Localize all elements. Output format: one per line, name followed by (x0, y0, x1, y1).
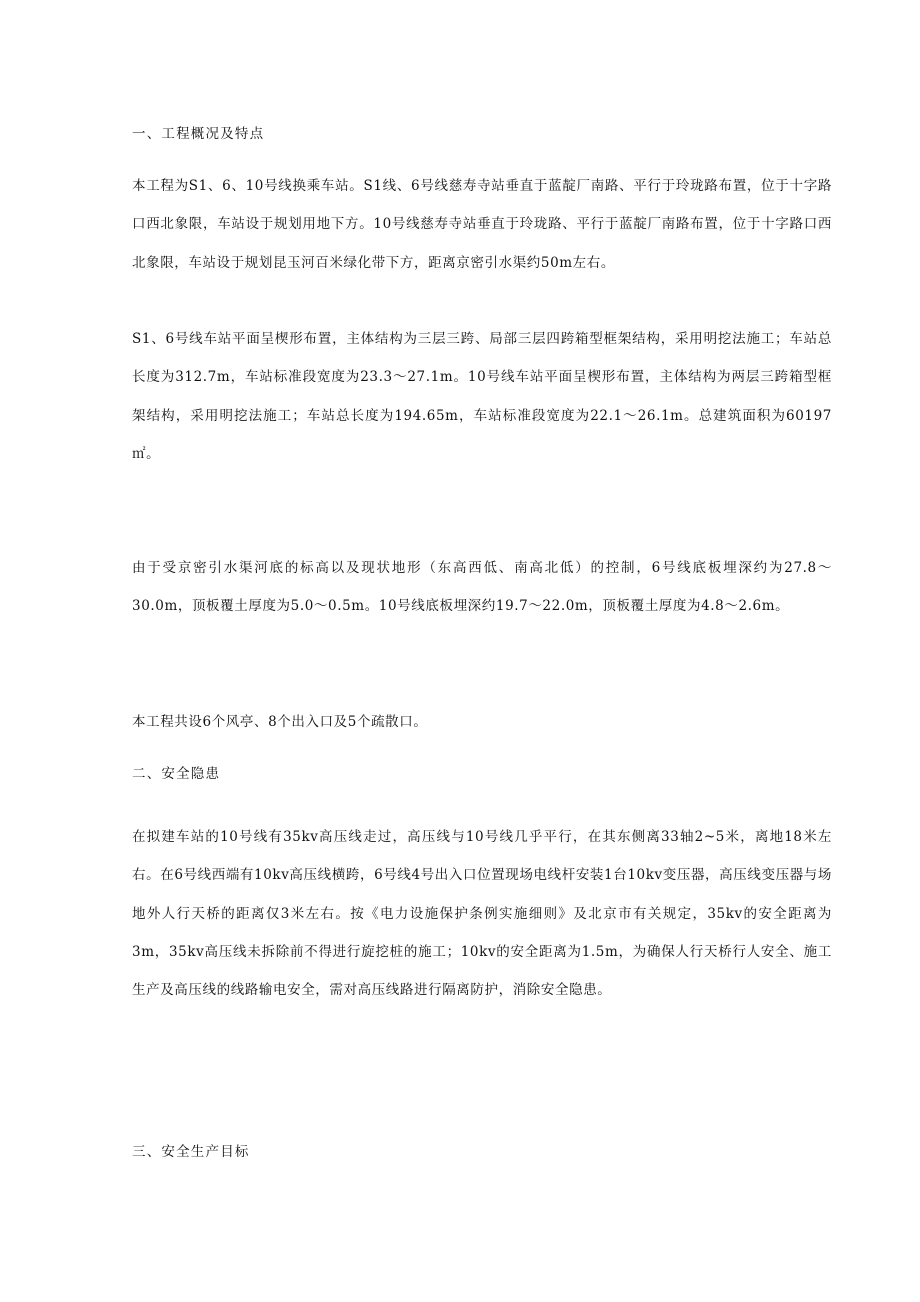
paragraph-project-overview: 本工程为S1、6、10号线换乘车站。S1线、6号线慈寿寺站垂直于蓝靛厂南路、平行于玲珑路布置，位于十字路口西北象限，车站设于规划用地下方。10号线慈寿寺站垂直于玲珑路、平行于蓝靛厂南路布置，位于十字路口西北象限，车站设于规划昆玉河百米绿化带下方，距离京密引水渠约50m左右。 (132, 178, 832, 271)
paragraph-entrances: 本工程共设6个风亭、8个出入口及5个疏散口。 (132, 714, 428, 730)
paragraph-station-structure: S1、6号线车站平面呈楔形布置，主体结构为三层三跨、局部三层四跨箱型框架结构，采用明挖法施工；车站总长度为312.7m，车站标准段宽度为23.3～27.1m。10号线车站平面呈楔形布置，主体结构为两层三跨箱型框架结构，采用明挖法施工；车站总长度为194.65m，车站标准段宽度为22.1～26.1m。总建筑面积为60197㎡。 (132, 331, 832, 462)
section-heading-hazards: 二、安全隐患 (132, 766, 221, 782)
paragraph-safety-hazards: 在拟建车站的10号线有35kv高压线走过，高压线与10号线几乎平行，在其东侧离33轴2~5米，离地18米左右。在6号线西端有10kv高压线横跨，6号线4号出入口位置现场电线杆安装1台10kv变压器，高压线变压器与场地外人行天桥的距离仅3米左右。按《电力设施保护条例实施细则》及北京市有关规定，35kv的安全距离为3m，35kv高压线未拆除前不得进行旋挖桩的施工；10kv的安全距离为1.5m，为确保人行天桥行人安全、施工生产及高压线的线路输电安全，需对高压线路进行隔离防护，消除安全隐患。 (132, 829, 832, 999)
paragraph-burial-depth: 由于受京密引水渠河底的标高以及现状地形（东高西低、南高北低）的控制，6号线底板埋深约为27.8～30.0m，顶板覆土厚度为5.0～0.5m。10号线底板埋深约19.7～22.0m，顶板覆土厚度为4.8～2.6m。 (132, 560, 832, 615)
section-heading-overview: 一、工程概况及特点 (132, 126, 265, 142)
section-heading-safety-goals: 三、安全生产目标 (132, 1144, 250, 1160)
